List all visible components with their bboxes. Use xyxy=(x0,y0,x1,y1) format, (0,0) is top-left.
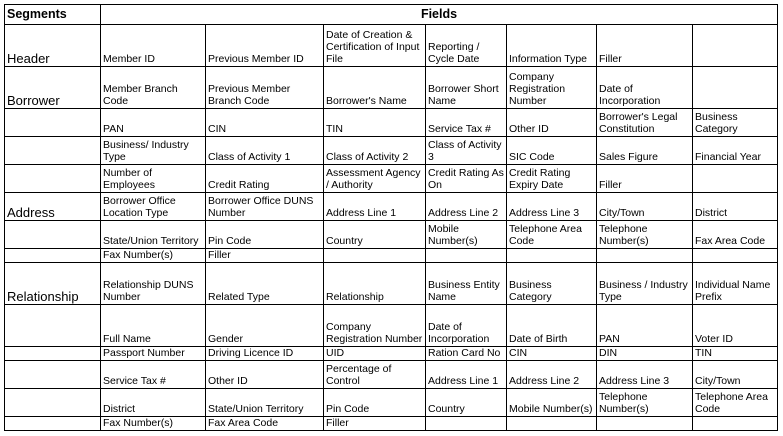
field-cell: Filler xyxy=(324,417,426,431)
field-cell: Member Branch Code xyxy=(101,67,206,109)
field-cell: Borrower Office Location Type xyxy=(101,193,206,221)
field-cell: Date of Incorporation xyxy=(426,305,507,347)
field-cell: Voter ID xyxy=(693,305,778,347)
field-cell: Address Line 2 xyxy=(426,193,507,221)
field-cell: Address Line 2 xyxy=(507,361,597,389)
field-cell: CIN xyxy=(206,109,324,137)
field-cell: State/Union Territory xyxy=(101,221,206,249)
segment-name-cell xyxy=(5,221,101,249)
field-cell: PAN xyxy=(101,109,206,137)
field-cell: Class of Activity 3 xyxy=(426,137,507,165)
field-cell: Pin Code xyxy=(206,221,324,249)
field-cell: Mobile Number(s) xyxy=(426,221,507,249)
field-cell xyxy=(693,417,778,431)
field-cell xyxy=(507,249,597,263)
field-cell: Address Line 1 xyxy=(426,361,507,389)
field-cell: Sales Figure xyxy=(597,137,693,165)
segment-name-cell xyxy=(5,361,101,389)
field-cell xyxy=(597,417,693,431)
segment-name-cell xyxy=(5,389,101,417)
field-cell xyxy=(597,249,693,263)
segment-name-cell xyxy=(5,249,101,263)
field-cell: Business Category xyxy=(507,263,597,305)
field-cell xyxy=(693,249,778,263)
segments-fields-table xyxy=(4,4,778,431)
field-cell: Borrower's Name xyxy=(324,67,426,109)
field-cell: Relationship DUNS Number xyxy=(101,263,206,305)
field-cell: Business / Industry Type xyxy=(597,263,693,305)
segment-name-cell xyxy=(5,347,101,361)
field-cell: Address Line 3 xyxy=(507,193,597,221)
table-body xyxy=(5,25,778,431)
segment-name-cell xyxy=(5,109,101,137)
field-cell: Fax Number(s) xyxy=(101,417,206,431)
field-cell: Company Registration Number xyxy=(507,67,597,109)
table-row xyxy=(5,263,778,305)
field-cell: Number of Employees xyxy=(101,165,206,193)
field-cell: Date of Incorporation xyxy=(597,67,693,109)
field-cell xyxy=(693,67,778,109)
table-row xyxy=(5,109,778,137)
field-cell: Business Category xyxy=(693,109,778,137)
segment-name-cell xyxy=(5,305,101,347)
field-cell: Reporting / Cycle Date xyxy=(426,25,507,67)
table-header-row xyxy=(5,5,778,25)
field-cell: Service Tax # xyxy=(101,361,206,389)
field-cell xyxy=(693,165,778,193)
field-cell: Mobile Number(s) xyxy=(507,389,597,417)
field-cell: Country xyxy=(426,389,507,417)
field-cell: Business/ Industry Type xyxy=(101,137,206,165)
field-cell xyxy=(507,417,597,431)
field-cell: State/Union Territory xyxy=(206,389,324,417)
field-cell: Passport Number xyxy=(101,347,206,361)
field-cell: Related Type xyxy=(206,263,324,305)
field-cell: Borrower's Legal Constitution xyxy=(597,109,693,137)
field-cell: Gender xyxy=(206,305,324,347)
field-cell: Full Name xyxy=(101,305,206,347)
field-cell: Date of Creation & Certification of Input File xyxy=(324,25,426,67)
field-cell: TIN xyxy=(324,109,426,137)
field-cell: Driving Licence ID xyxy=(206,347,324,361)
field-cell: Financial Year xyxy=(693,137,778,165)
table-row xyxy=(5,193,778,221)
field-cell: Filler xyxy=(206,249,324,263)
field-cell: Previous Member ID xyxy=(206,25,324,67)
field-cell: Telephone Area Code xyxy=(507,221,597,249)
table-row xyxy=(5,347,778,361)
field-cell: Telephone Number(s) xyxy=(597,389,693,417)
field-cell: Telephone Number(s) xyxy=(597,221,693,249)
field-cell: SIC Code xyxy=(507,137,597,165)
table-row xyxy=(5,165,778,193)
table-row xyxy=(5,361,778,389)
field-cell: Fax Number(s) xyxy=(101,249,206,263)
field-cell: City/Town xyxy=(693,361,778,389)
field-cell xyxy=(693,25,778,67)
segment-name-cell: Borrower xyxy=(5,67,101,109)
field-cell: Telephone Area Code xyxy=(693,389,778,417)
field-cell: District xyxy=(101,389,206,417)
field-cell: Credit Rating xyxy=(206,165,324,193)
field-cell: City/Town xyxy=(597,193,693,221)
field-cell: Information Type xyxy=(507,25,597,67)
field-cell: Ration Card No xyxy=(426,347,507,361)
field-cell: TIN xyxy=(693,347,778,361)
table-row xyxy=(5,221,778,249)
field-cell: Other ID xyxy=(507,109,597,137)
field-cell xyxy=(426,417,507,431)
field-cell: Country xyxy=(324,221,426,249)
field-cell: District xyxy=(693,193,778,221)
field-cell: Fax Area Code xyxy=(693,221,778,249)
table-row xyxy=(5,137,778,165)
field-cell: Date of Birth xyxy=(507,305,597,347)
field-cell: Address Line 1 xyxy=(324,193,426,221)
segment-name-cell: Address xyxy=(5,193,101,221)
field-cell xyxy=(426,249,507,263)
field-cell: Borrower Office DUNS Number xyxy=(206,193,324,221)
field-cell: UID xyxy=(324,347,426,361)
fields-column-header: Fields xyxy=(101,5,778,25)
field-cell: Filler xyxy=(597,165,693,193)
field-cell: Fax Area Code xyxy=(206,417,324,431)
field-cell: Borrower Short Name xyxy=(426,67,507,109)
segments-column-header: Segments xyxy=(5,5,101,25)
table-row xyxy=(5,25,778,67)
field-cell: Individual Name Prefix xyxy=(693,263,778,305)
field-cell: Relationship xyxy=(324,263,426,305)
segment-name-cell: Header xyxy=(5,25,101,67)
field-cell: PAN xyxy=(597,305,693,347)
field-cell: Member ID xyxy=(101,25,206,67)
table-row xyxy=(5,305,778,347)
field-cell: DIN xyxy=(597,347,693,361)
segment-name-cell xyxy=(5,165,101,193)
field-cell: Credit Rating As On xyxy=(426,165,507,193)
field-cell: CIN xyxy=(507,347,597,361)
field-cell: Other ID xyxy=(206,361,324,389)
segment-name-cell: Relationship xyxy=(5,263,101,305)
segment-name-cell xyxy=(5,417,101,431)
field-cell: Class of Activity 1 xyxy=(206,137,324,165)
field-cell xyxy=(324,249,426,263)
field-cell: Filler xyxy=(597,25,693,67)
table-row xyxy=(5,417,778,431)
field-cell: Class of Activity 2 xyxy=(324,137,426,165)
field-cell: Assessment Agency / Authority xyxy=(324,165,426,193)
segment-name-cell xyxy=(5,137,101,165)
table-row xyxy=(5,67,778,109)
field-cell: Business Entity Name xyxy=(426,263,507,305)
field-cell: Address Line 3 xyxy=(597,361,693,389)
field-cell: Previous Member Branch Code xyxy=(206,67,324,109)
field-cell: Percentage of Control xyxy=(324,361,426,389)
field-cell: Pin Code xyxy=(324,389,426,417)
table-row xyxy=(5,249,778,263)
field-cell: Service Tax # xyxy=(426,109,507,137)
field-cell: Company Registration Number xyxy=(324,305,426,347)
table-row xyxy=(5,389,778,417)
field-cell: Credit Rating Expiry Date xyxy=(507,165,597,193)
